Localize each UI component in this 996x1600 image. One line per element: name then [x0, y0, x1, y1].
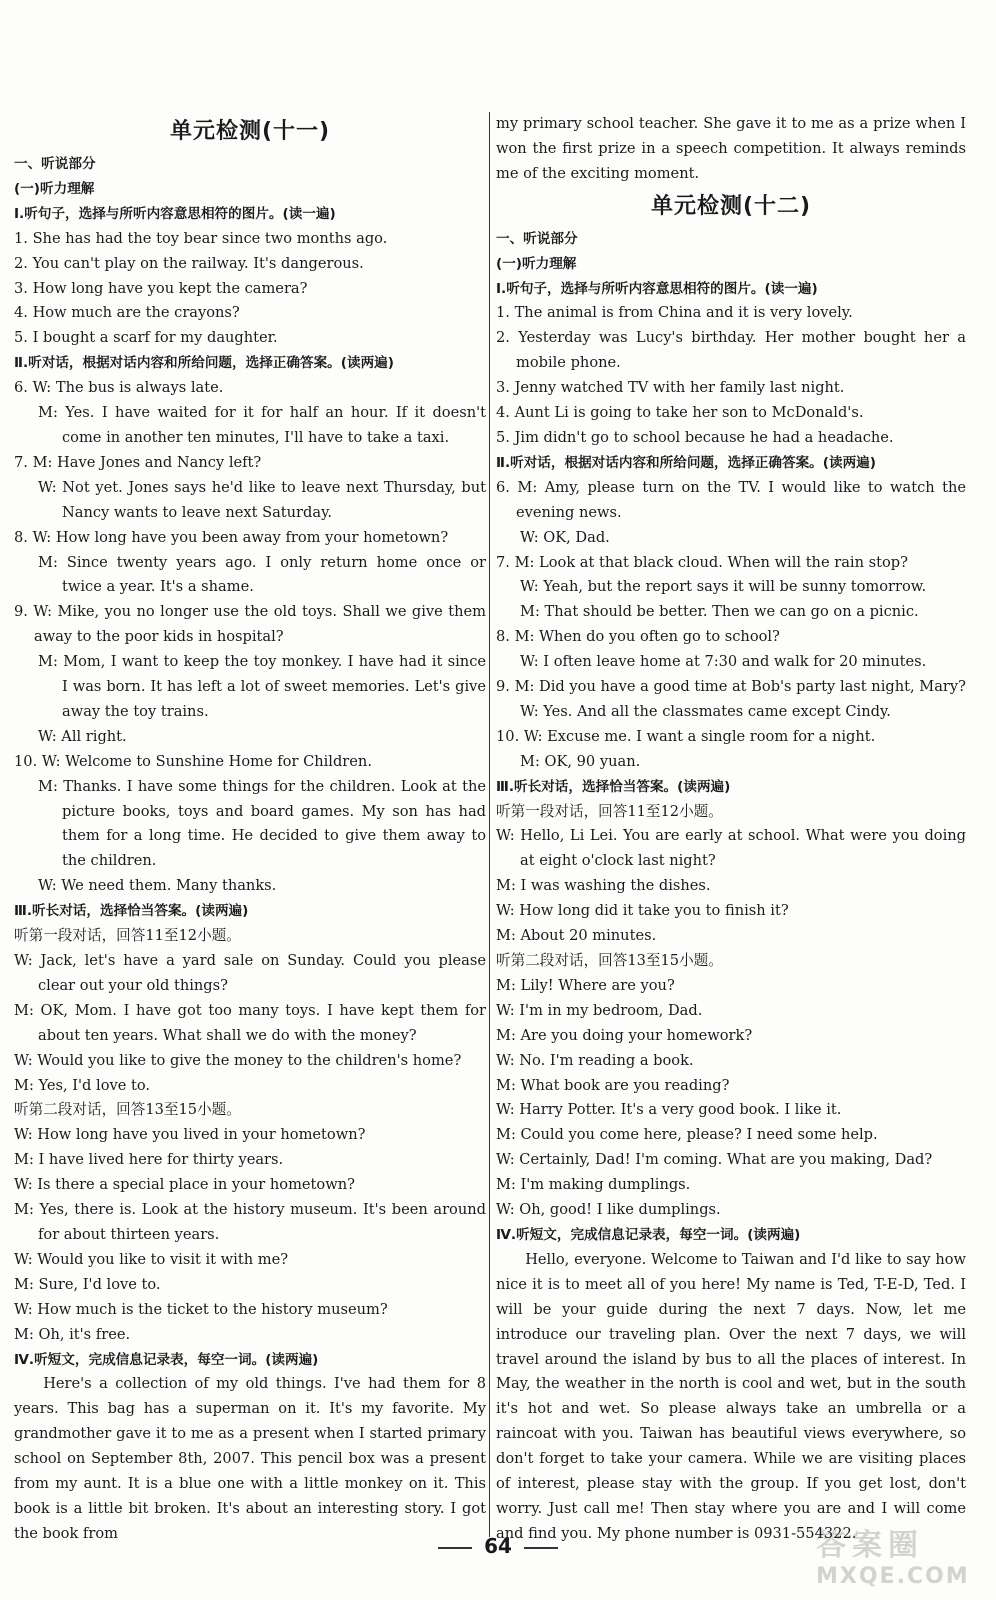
dialogue-line: M: Could you come here, please? I need some help.	[496, 1126, 878, 1144]
dialogue-line: M: Thanks. I have some things for the children. Look at the picture books, toys and board games. My son has had them for a long time. He decided to give them away to the children.	[38, 777, 486, 870]
dialogue-line: W: Yes. And all the classmates came except Cindy.	[520, 702, 891, 720]
dialogue-line: 8. M: When do you often go to school?	[496, 628, 780, 646]
dialogue-line: W: Would you like to visit it with me?	[14, 1250, 289, 1268]
dialogue-line: M: I have lived here for thirty years.	[14, 1151, 284, 1169]
dialogue-line: 10. W: Excuse me. I want a single room for a night.	[496, 727, 876, 745]
part2-heading: Ⅱ.听对话，根据对话内容和所给问题，选择正确答案。(读两遍)	[14, 355, 394, 372]
unit-test-12-title: 单元检测(十二)	[650, 193, 812, 219]
dialogue-line: W: Hello, Li Lei. You are early at school. What were you doing at eight o'clock last night?	[496, 827, 966, 870]
question-line: 2. You can't play on the railway. It's dangerous.	[14, 254, 364, 272]
dialogue-line: M: Are you doing your homework?	[496, 1026, 753, 1044]
dialogue-line: 10. W: Welcome to Sunshine Home for Children.	[14, 752, 372, 770]
unit-test-11-title: 单元检测(十一)	[169, 119, 331, 144]
dialogue-line: M: Lily! Where are you?	[496, 976, 675, 994]
dialogue-line: W: Not yet. Jones says he'd like to leave next Thursday, but Nancy wants to leave next Saturday.	[38, 478, 486, 521]
question-line: 4. Aunt Li is going to take her son to McDonald's.	[496, 404, 864, 422]
watermark-top-text: 答案圈	[816, 1528, 924, 1563]
section-listening-comprehension: (一)听力理解	[496, 255, 577, 272]
instruction-line: 听第一段对话，回答11至12小题。	[496, 802, 723, 820]
dialogue-line: W: All right.	[38, 727, 127, 745]
passage-text: Hello, everyone. Welcome to Taiwan and I'd like to say how nice it is to meet all of you here! My name is Ted, T-E-D, Ted. I will be your guide during the next 7 days. Now, let me introduce our traveling plan. Over the next 7 days, we will travel around the island by bus to all the places of interest. In May, the weather in the north is cool and wet, but in the south it's hot and wet. So please always take an umbrella or a raincoat with you. Taiwan has beautiful views everywhere, so don't forget to take your camera. While we are visiting places of interest, please stay with the group. If you get lost, don't worry. Just call me! Then stay where you are and I will come and find you. My phone number is 0931-554322.	[496, 1250, 966, 1542]
dialogue-line: 9. M: Did you have a good time at Bob's party last night, Mary?	[496, 678, 966, 696]
dialogue-line: W: Oh, good! I like dumplings.	[496, 1201, 721, 1219]
dialogue-line: M: Sure, I'd love to.	[14, 1275, 161, 1293]
dialogue-line: M: OK, 90 yuan.	[520, 752, 641, 770]
part4-heading: Ⅳ.听短文，完成信息记录表，每空一词。(读两遍)	[496, 1226, 801, 1243]
dialogue-line: M: I'm making dumplings.	[496, 1176, 691, 1194]
part3-heading: Ⅲ.听长对话，选择恰当答案。(读两遍)	[496, 778, 731, 795]
passage-continuation: my primary school teacher. She gave it to me as a prize when I won the first prize in a speech competition. It always reminds me of the exciting moment.	[496, 115, 966, 182]
dialogue-line: M: Yes, there is. Look at the history museum. It's been around for about thirteen years.	[14, 1201, 486, 1243]
dialogue-line: W: OK, Dad.	[520, 528, 610, 546]
dialogue-line: M: About 20 minutes.	[496, 927, 657, 945]
dialogue-line: M: Since twenty years ago. I only return home once or twice a year. It's a shame.	[38, 553, 486, 596]
dialogue-line: 8. W: How long have you been away from your hometown?	[14, 528, 449, 546]
dialogue-line: W: How long did it take you to finish it?	[496, 902, 789, 920]
dialogue-line: M: Yes. I have waited for it for half an hour. If it doesn't come in another ten minutes, I'll have to take a taxi.	[38, 404, 486, 446]
dialogue-line: W: Would you like to give the money to the children's home?	[14, 1051, 462, 1069]
watermark-logo	[816, 1520, 970, 1589]
dialogue-line: M: Oh, it's free.	[14, 1325, 131, 1343]
page-number-dash-left	[438, 1547, 472, 1549]
dialogue-line: W: I often leave home at 7:30 and walk for 20 minutes.	[520, 653, 927, 671]
passage-text: Here's a collection of my old things. I've had them for 8 years. This bag has a superman on it. It's my favorite. My grandmother gave it to me as a present when I started primary school on September 8th, 2007. This pencil box was a present from my aunt. It is a blue one with a little monkey on it. This book is a little bit broken. It's about an interesting story. I got the book from	[14, 1375, 486, 1542]
dialogue-line: M: OK, Mom. I have got too many toys. I have kept them for about ten years. What shall we do with the money?	[14, 1001, 486, 1044]
part2-heading: Ⅱ.听对话，根据对话内容和所给问题，选择正确答案。(读两遍)	[496, 454, 876, 471]
dialogue-line: W: Yeah, but the report says it will be sunny tomorrow.	[520, 578, 927, 596]
dialogue-line: W: Harry Potter. It's a very good book. I like it.	[496, 1101, 842, 1119]
watermark-bottom-text: MXQE.COM	[816, 1564, 970, 1589]
dialogue-line: 6. W: The bus is always late.	[14, 379, 224, 397]
part3-heading: Ⅲ.听长对话，选择恰当答案。(读两遍)	[14, 903, 249, 920]
question-line: 1. She has had the toy bear since two months ago.	[14, 229, 388, 247]
dialogue-line: 7. M: Have Jones and Nancy left?	[14, 453, 262, 471]
section-listening-comprehension: (一)听力理解	[14, 180, 95, 197]
dialogue-line: M: That should be better. Then we can go on a picnic.	[520, 603, 919, 621]
right-column	[496, 112, 966, 1547]
dialogue-line: M: Mom, I want to keep the toy monkey. I have had it since I was born. It has left a lot of sweet memories. Let's give away the toy trains.	[38, 653, 486, 720]
page-number-text: 64	[484, 1534, 512, 1558]
question-line: 1. The animal is from China and it is very lovely.	[496, 304, 853, 322]
dialogue-line: 6. M: Amy, please turn on the TV. I would like to watch the evening news.	[496, 478, 966, 521]
dialogue-line: W: I'm in my bedroom, Dad.	[496, 1001, 703, 1019]
part4-heading: Ⅳ.听短文，完成信息记录表，每空一词。(读两遍)	[14, 1351, 319, 1368]
column-divider	[489, 112, 490, 1537]
dialogue-line: W: Certainly, Dad! I'm coming. What are you making, Dad?	[496, 1151, 933, 1169]
instruction-line: 听第一段对话，回答11至12小题。	[14, 927, 241, 945]
dialogue-line: W: How long have you lived in your hometown?	[14, 1126, 366, 1144]
instruction-line: 听第二段对话，回答13至15小题。	[496, 952, 723, 969]
dialogue-line: 7. M: Look at that black cloud. When will the rain stop?	[496, 553, 908, 571]
dialogue-line: W: Is there a special place in your hometown?	[14, 1176, 355, 1194]
dialogue-line: M: Yes, I'd love to.	[14, 1076, 151, 1094]
part1-heading: Ⅰ.听句子，选择与所听内容意思相符的图片。(读一遍)	[496, 280, 818, 297]
dialogue-line: W: How much is the ticket to the history museum?	[14, 1300, 388, 1318]
question-line: 3. Jenny watched TV with her family last night.	[496, 379, 845, 397]
section-listening-speaking: 一、听说部分	[496, 230, 578, 247]
dialogue-line: M: What book are you reading?	[496, 1076, 730, 1094]
instruction-line: 听第二段对话，回答13至15小题。	[14, 1101, 241, 1119]
question-line: 5. Jim didn't go to school because he had a headache.	[496, 428, 894, 446]
dialogue-line: W: We need them. Many thanks.	[38, 877, 277, 895]
dialogue-line: W: Jack, let's have a yard sale on Sunday. Could you please clear out your old things?	[14, 952, 486, 994]
left-column	[14, 112, 486, 1547]
dialogue-line: 9. W: Mike, you no longer use the old toys. Shall we give them away to the poor kids in hospital?	[14, 603, 486, 646]
dialogue-line: W: No. I'm reading a book.	[496, 1051, 694, 1069]
question-line: 3. How long have you kept the camera?	[14, 279, 308, 297]
part1-heading: Ⅰ.听句子，选择与所听内容意思相符的图片。(读一遍)	[14, 205, 336, 222]
page-number-dash-right	[524, 1547, 558, 1549]
question-line: 4. How much are the crayons?	[14, 304, 240, 322]
dialogue-line: M: I was washing the dishes.	[496, 877, 711, 895]
question-line: 2. Yesterday was Lucy's birthday. Her mother bought her a mobile phone.	[496, 329, 966, 372]
question-line: 5. I bought a scarf for my daughter.	[14, 329, 278, 347]
section-listening-speaking: 一、听说部分	[14, 156, 96, 172]
